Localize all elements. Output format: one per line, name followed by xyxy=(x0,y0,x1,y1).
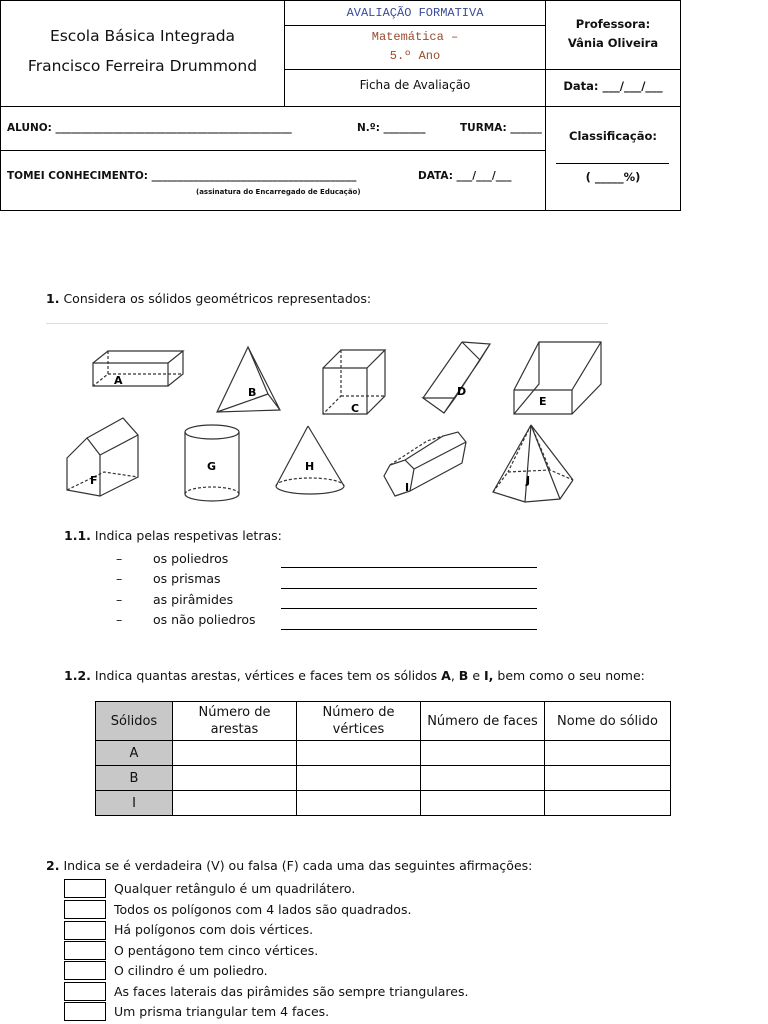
solid-d xyxy=(423,342,490,413)
question-1-1-text: Indica pelas respetivas letras: xyxy=(94,528,282,543)
label-e: E xyxy=(539,395,547,408)
question-1-2 xyxy=(64,668,645,683)
acknowledged-field: TOMEI CONHECIMENTO: _______________________________________ xyxy=(7,170,357,182)
question-1-1 xyxy=(64,528,282,543)
answer-line xyxy=(281,567,537,568)
answer-cell[interactable] xyxy=(173,741,297,766)
table-row xyxy=(96,741,671,766)
teacher-name: Vânia Oliveira xyxy=(567,36,659,50)
ack-date-field: DATA: ___/___/___ xyxy=(418,170,512,182)
table-row xyxy=(96,791,671,816)
label-c: C xyxy=(351,402,360,415)
solid-b xyxy=(217,347,280,412)
answer-cell[interactable] xyxy=(297,741,421,766)
question-2 xyxy=(46,858,532,873)
answer-cell[interactable] xyxy=(421,741,545,766)
number-field: N.º: ________ xyxy=(357,122,426,134)
item-prisms: os prismas xyxy=(153,571,221,586)
conjunction: e xyxy=(472,668,481,683)
solid-e xyxy=(514,342,601,414)
statement: Qualquer retângulo é um quadrilátero. xyxy=(114,881,356,896)
solid-j xyxy=(493,425,573,502)
statement: Todos os polígonos com 4 lados são quadrados. xyxy=(114,902,412,917)
question-1-2-text: Indica quantas arestas, vértices e faces tem os sólidos xyxy=(94,668,438,683)
answer-line xyxy=(281,629,537,630)
question-1-number: 1. xyxy=(46,291,60,306)
item-polyhedra: os poliedros xyxy=(153,551,229,566)
label-d: D xyxy=(457,385,467,398)
solid-f xyxy=(67,418,138,496)
school-name-line1: Escola Básica Integrada xyxy=(49,27,236,45)
student-field: ALUNO: _____________________________________________ xyxy=(7,122,292,134)
label-g: G xyxy=(207,460,217,473)
answer-cell[interactable] xyxy=(545,791,671,816)
solid-ref-a: A xyxy=(441,668,451,683)
header-faces: Número de faces xyxy=(421,702,545,741)
school-year: 5.º Ano xyxy=(389,49,441,63)
statement: O pentágono tem cinco vértices. xyxy=(114,943,319,958)
table-row xyxy=(96,766,671,791)
answer-line xyxy=(281,588,537,589)
question-1-2-number: 1.2. xyxy=(64,668,91,683)
label-j: J xyxy=(526,474,531,487)
label-a: A xyxy=(114,374,123,387)
answer-cell[interactable] xyxy=(173,791,297,816)
list-dash: – xyxy=(116,612,123,627)
statement: Há polígonos com dois vértices. xyxy=(114,922,314,937)
header-edges: Número de arestas xyxy=(173,702,297,741)
answer-box[interactable] xyxy=(64,982,106,1001)
answer-line xyxy=(281,608,537,609)
answer-box[interactable] xyxy=(64,879,106,898)
question-2-text: Indica se é verdadeira (V) ou falsa (F) cada uma das seguintes afirmações: xyxy=(63,858,533,873)
statement: O cilindro é um poliedro. xyxy=(114,963,268,978)
header-name: Nome do sólido xyxy=(545,702,671,741)
solid-ref-b: B xyxy=(458,668,469,683)
list-dash: – xyxy=(116,592,123,607)
header-vertices: Número de vértices xyxy=(297,702,421,741)
label-f: F xyxy=(90,474,98,487)
grade-label: Classificação: xyxy=(569,129,657,143)
question-1-1-number: 1.1. xyxy=(64,528,91,543)
class-field: TURMA: ______ xyxy=(460,122,542,134)
answer-cell[interactable] xyxy=(297,791,421,816)
answer-box[interactable] xyxy=(64,900,106,919)
solid-ref-i: I, xyxy=(484,668,494,683)
answer-cell[interactable] xyxy=(421,791,545,816)
row-label: I xyxy=(96,791,173,816)
header-solids: Sólidos xyxy=(96,702,173,741)
answer-box[interactable] xyxy=(64,941,106,960)
answer-cell[interactable] xyxy=(173,766,297,791)
school-name-line2: Francisco Ferreira Drummond xyxy=(27,57,258,75)
question-1-text: Considera os sólidos geométricos representados: xyxy=(63,291,372,306)
answer-box[interactable] xyxy=(64,1002,106,1021)
comma: , xyxy=(450,668,455,683)
answer-cell[interactable] xyxy=(297,766,421,791)
statement: Um prisma triangular tem 4 faces. xyxy=(114,1004,330,1019)
subject: Matemática – xyxy=(371,30,459,44)
label-h: H xyxy=(305,460,315,473)
list-dash: – xyxy=(116,551,123,566)
label-i: I xyxy=(405,481,410,494)
question-2-number: 2. xyxy=(46,858,60,873)
answer-box[interactable] xyxy=(64,921,106,940)
solid-i xyxy=(384,432,466,496)
list-dash: – xyxy=(116,571,123,586)
statement: As faces laterais das pirâmides são sempre triangulares. xyxy=(114,984,469,999)
evaluation-title: AVALIAÇÃO FORMATIVA xyxy=(346,6,484,20)
row-label: A xyxy=(96,741,173,766)
answer-box[interactable] xyxy=(64,961,106,980)
question-1-2-text-end: bem como o seu nome: xyxy=(497,668,645,683)
item-non-polyhedra: os não poliedros xyxy=(153,612,256,627)
signature-note: (assinatura do Encarregado de Educação) xyxy=(196,188,361,196)
solids-table xyxy=(95,701,671,816)
answer-cell[interactable] xyxy=(421,766,545,791)
solid-a xyxy=(93,351,183,386)
item-pyramids: as pirâmides xyxy=(153,592,234,607)
row-label: B xyxy=(96,766,173,791)
sheet-title: Ficha de Avaliação xyxy=(359,78,471,92)
date-field: Data: ___/___/___ xyxy=(563,79,663,93)
answer-cell[interactable] xyxy=(545,766,671,791)
grade-percent: ( _____%) xyxy=(585,170,641,184)
answer-cell[interactable] xyxy=(545,741,671,766)
label-b: B xyxy=(248,386,257,399)
teacher-label: Professora: xyxy=(575,17,651,31)
